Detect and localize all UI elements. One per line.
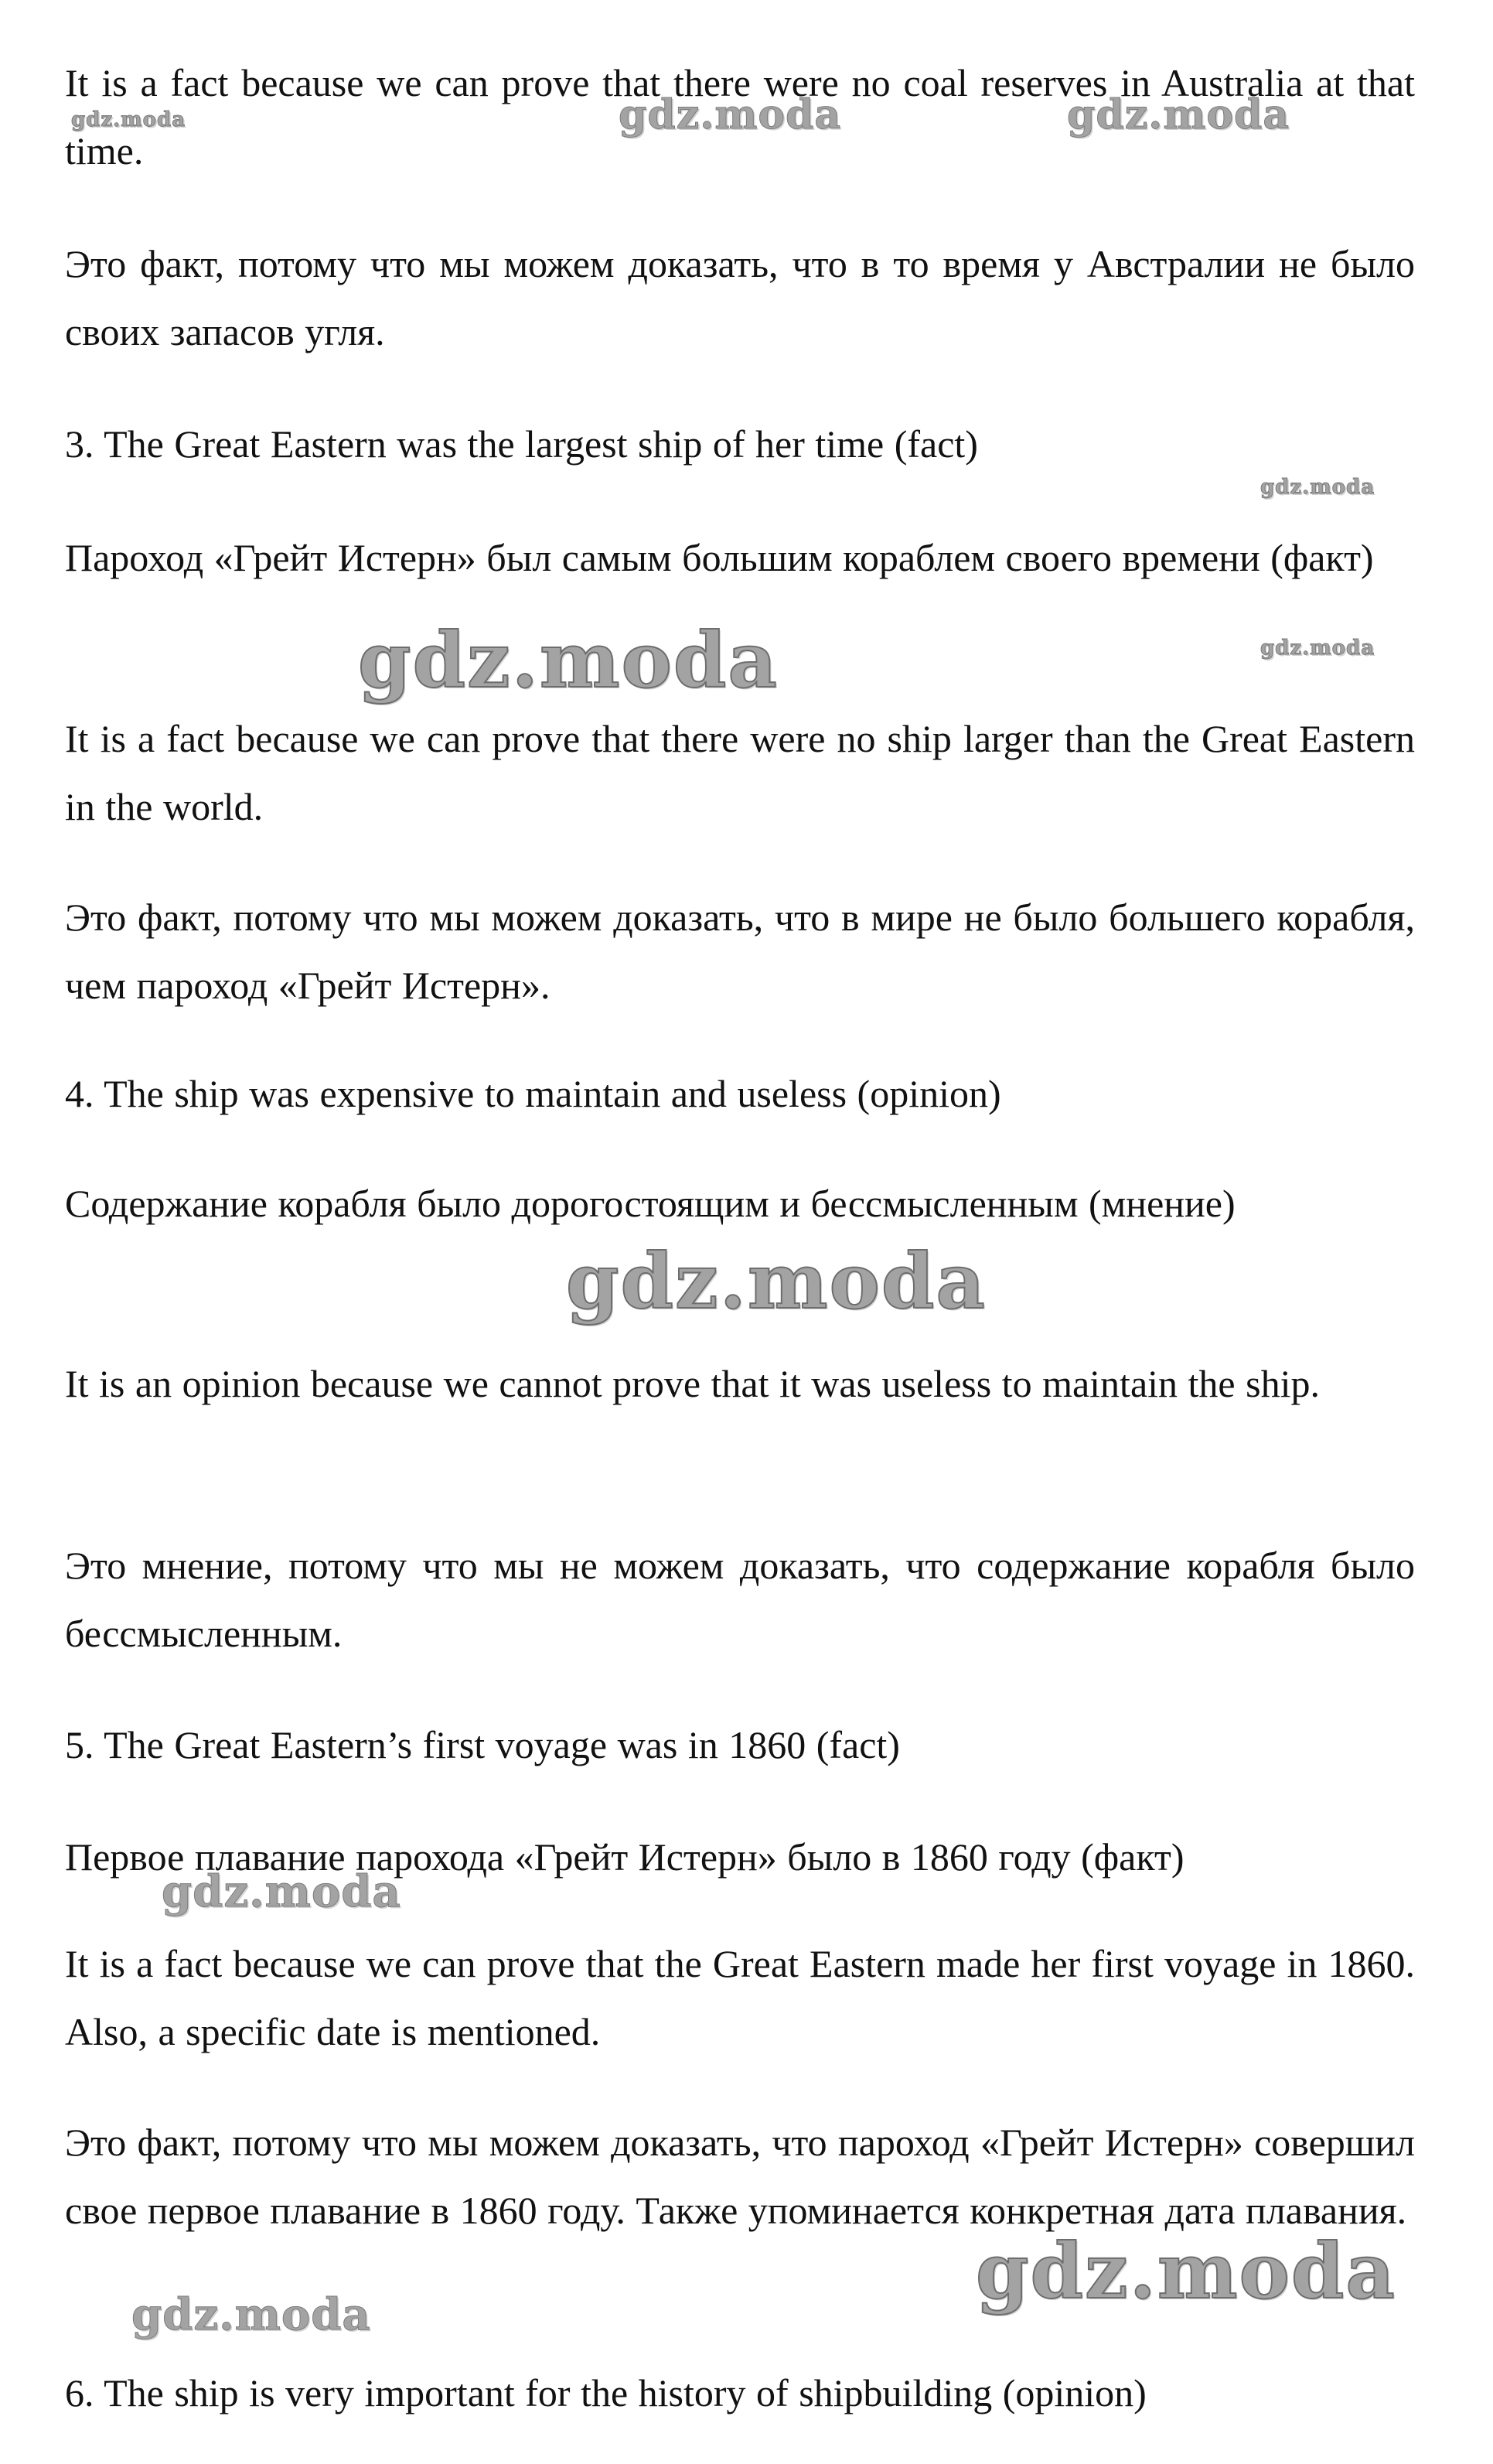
- item-4-explanation-en: It is an opinion because we cannot prove that it was useless to maintain the ship.: [65, 1362, 1320, 1405]
- watermark-logo: gdz.moda: [976, 2227, 1396, 2316]
- item-3-explanation-en: It is a fact because we can prove that there were no ship larger than the Great Eastern in the world.: [65, 717, 1415, 828]
- paragraph-fact-coal-en: It is a fact because we can prove that there were no coal reserves in Australia at that time.: [65, 61, 1415, 172]
- watermark-logo: gdz.moda: [1260, 636, 1375, 660]
- watermark-logo: gdz.moda: [71, 108, 186, 131]
- watermark-logo: gdz.moda: [1260, 476, 1375, 499]
- item-6-heading: 6. The ship is very important for the history of shipbuilding (opinion): [65, 2371, 1147, 2415]
- item-4-heading: 4. The ship was expensive to maintain and useless (opinion): [65, 1072, 1001, 1115]
- item-3-explanation-ru: Это факт, потому что мы можем доказать, что в мире не было большего корабля, чем пароход «Грейт Истерн».: [65, 896, 1415, 1007]
- watermark-logo: gdz.moda: [358, 616, 779, 705]
- item-4-translation: Содержание корабля было дорогостоящим и бессмысленным (мнение): [65, 1182, 1236, 1225]
- item-5-translation: Первое плавание парохода «Грейт Истерн» было в 1860 году (факт): [65, 1835, 1185, 1879]
- watermark-logo: gdz.moda: [162, 1866, 401, 1917]
- watermark-logo: gdz.moda: [131, 2289, 371, 2340]
- watermark-logo: gdz.moda: [619, 91, 842, 138]
- watermark-logo: gdz.moda: [566, 1237, 987, 1326]
- item-5-explanation-en: It is a fact because we can prove that the Great Eastern made her first voyage in 1860. Also, a specific date is mentioned.: [65, 1942, 1415, 2053]
- paragraph-fact-coal-ru: Это факт, потому что мы можем доказать, что в то время у Австралии не было своих запасов угля.: [65, 242, 1415, 353]
- item-4-explanation-ru: Это мнение, потому что мы не можем доказать, что содержание корабля было бессмысленным.: [65, 1544, 1415, 1655]
- item-5-explanation-ru: Это факт, потому что мы можем доказать, что пароход «Грейт Истерн» совершил свое первое плавание в 1860 году. Также упоминается конкретная дата плавания.: [65, 2121, 1415, 2232]
- item-3-translation: Пароход «Грейт Истерн» был самым большим кораблем своего времени (факт): [65, 536, 1374, 579]
- watermark-logo: gdz.moda: [1067, 91, 1290, 138]
- item-5-heading: 5. The Great Eastern’s first voyage was in 1860 (fact): [65, 1723, 900, 1766]
- item-3-heading: 3. The Great Eastern was the largest ship of her time (fact): [65, 422, 978, 466]
